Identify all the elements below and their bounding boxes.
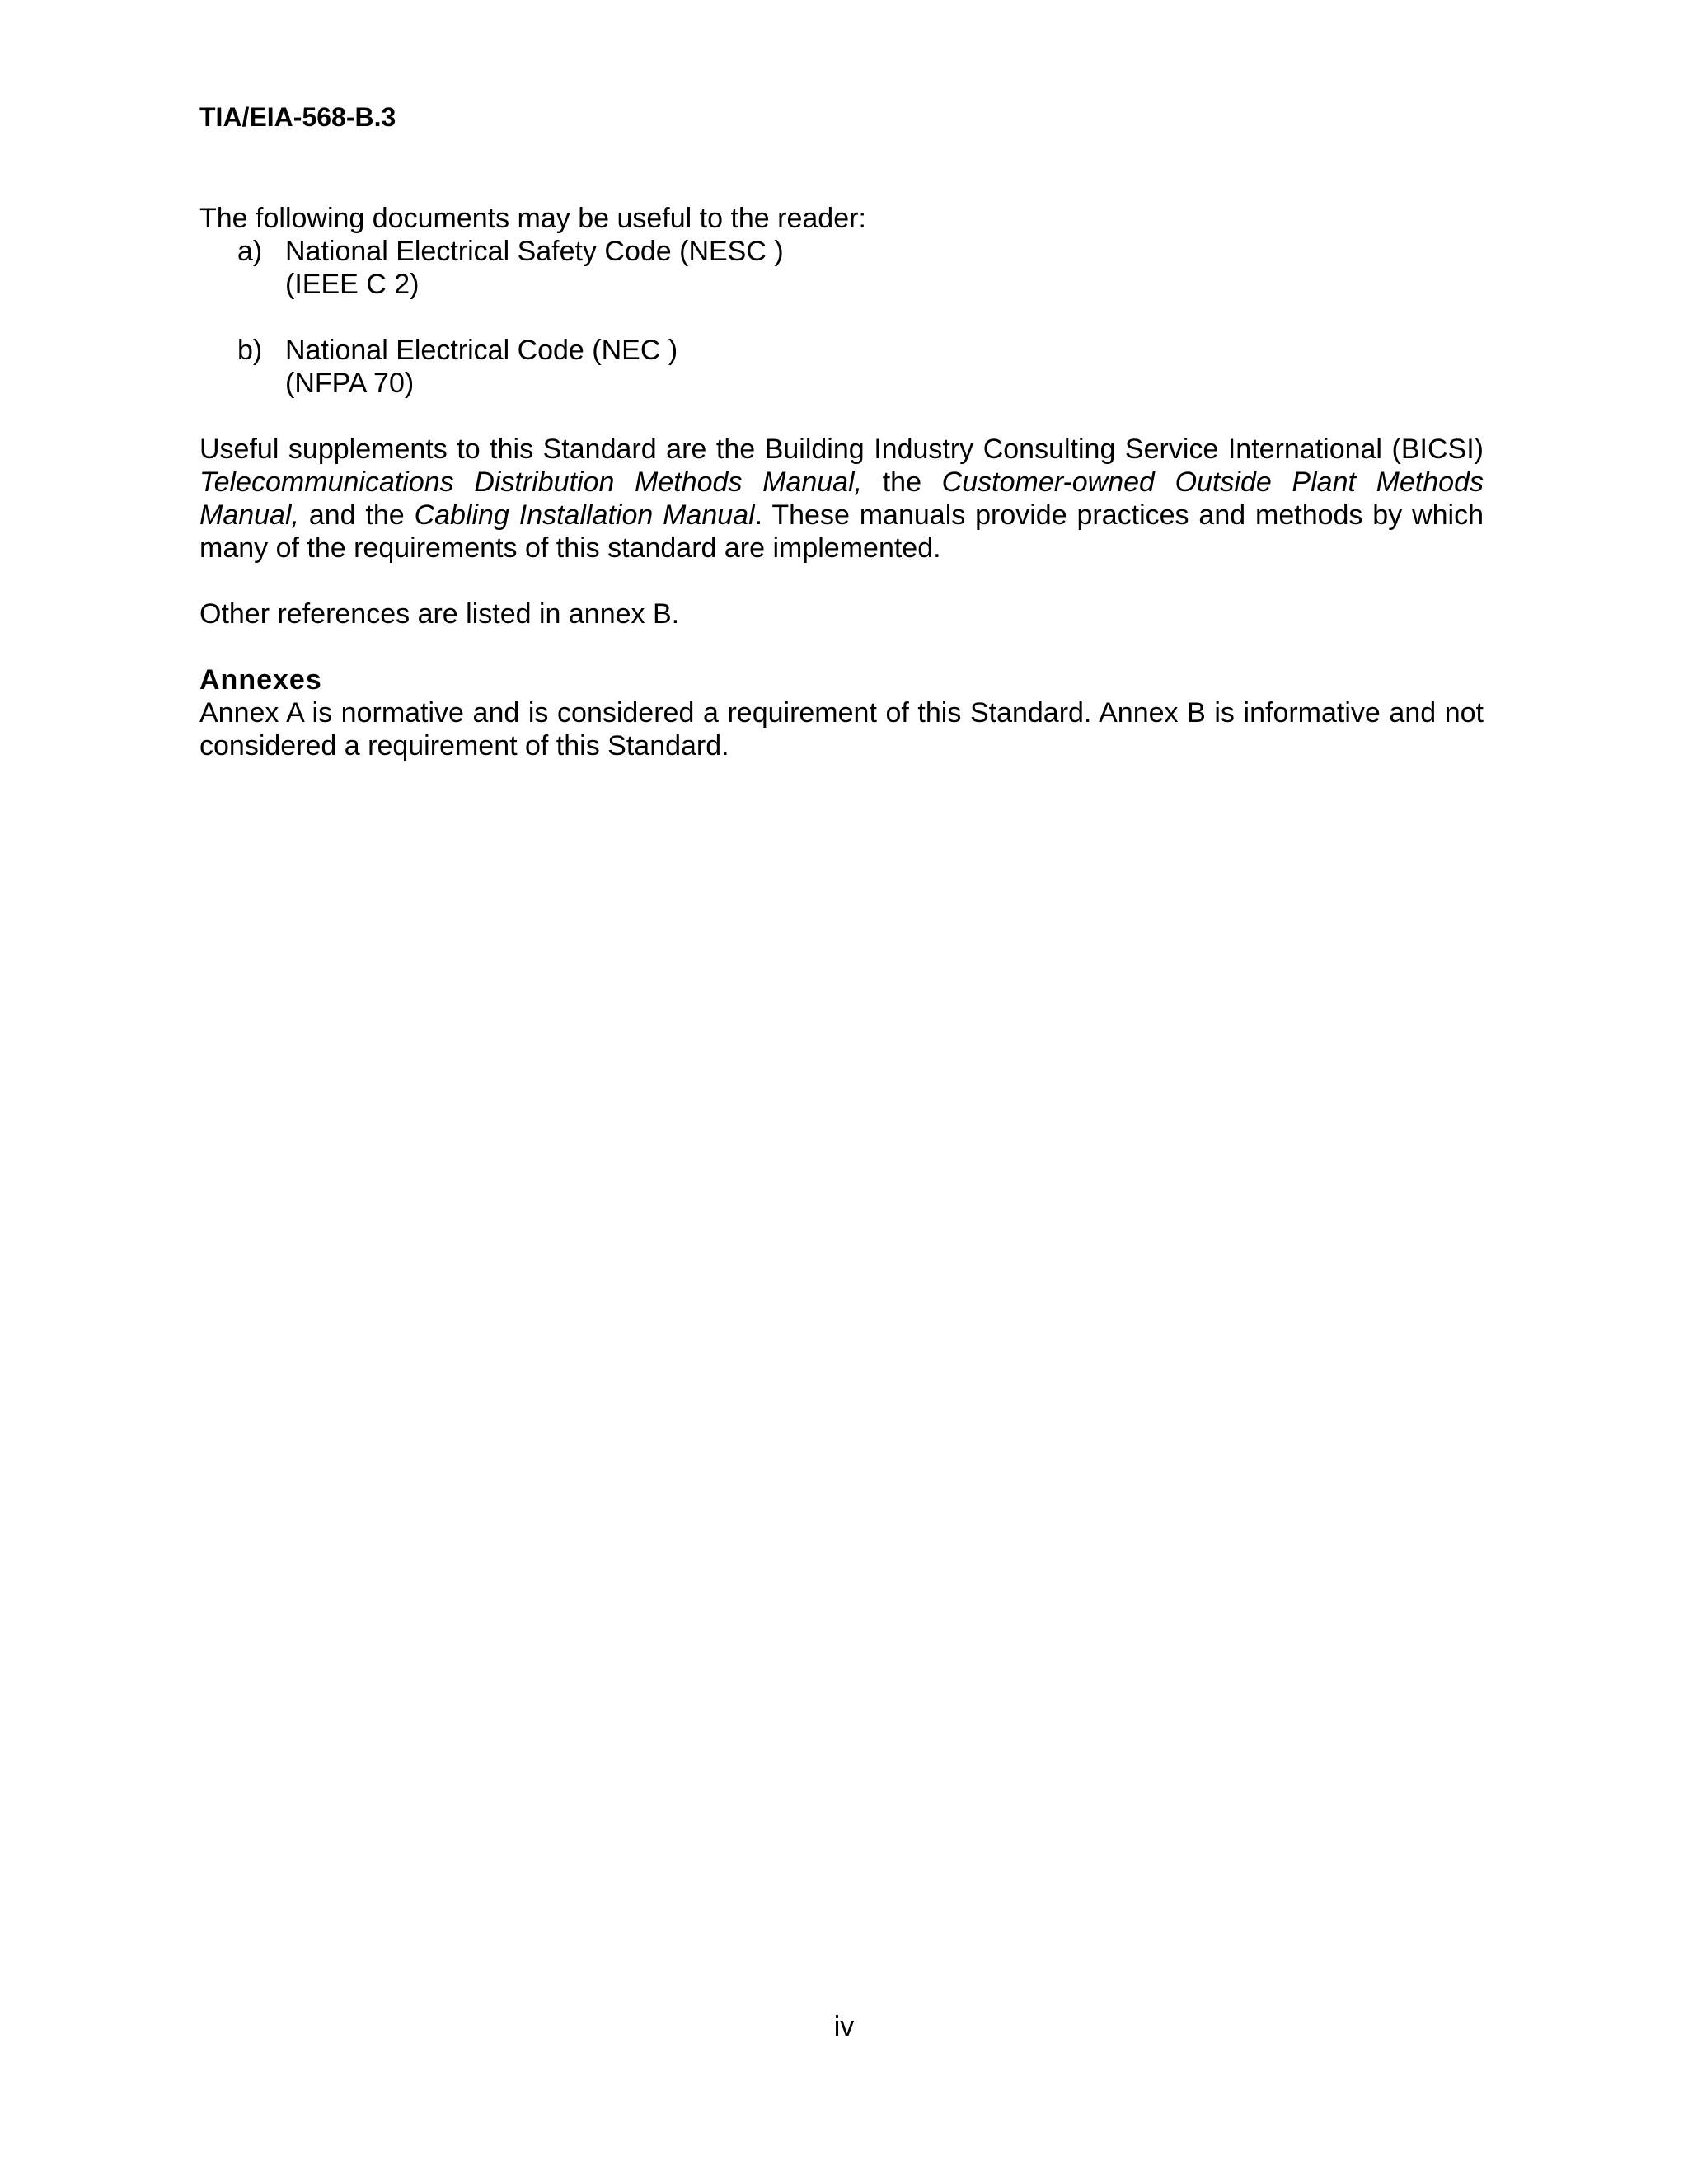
list-marker: b)	[237, 335, 263, 366]
annexes-text: Annex A is normative and is considered a requirement of this Standard. Annex B is informative and not considered a requirement of this Standard.	[199, 697, 1484, 762]
document-reference: (IEEE C 2)	[285, 269, 420, 300]
page-body	[199, 202, 1484, 762]
document-reference: (NFPA 70)	[285, 368, 415, 399]
manual-title: Customer-owned Outside Plant Methods Manual,	[199, 466, 1484, 531]
page-number: iv	[833, 2011, 855, 2042]
annexes-heading: Annexes	[199, 664, 322, 696]
document-list-item-a	[199, 235, 1484, 301]
list-marker: a)	[237, 236, 263, 267]
manual-title: Telecommunications Distribution Methods Manual,	[199, 466, 863, 498]
document-id-header: TIA/EIA-568-B.3	[199, 102, 396, 132]
supplements-text: and the	[298, 499, 415, 531]
supplements-text: the	[862, 466, 942, 498]
document-title: National Electrical Safety Code (NESC )	[285, 236, 784, 267]
document-title: National Electrical Code (NEC )	[285, 335, 678, 366]
intro-text: The following documents may be useful to the reader:	[199, 203, 866, 234]
supplements-text: . These manuals provide practices and methods by which many of the requirements of this standard are implemented.	[199, 499, 1484, 564]
other-references-text: Other references are listed in annex B.	[199, 598, 680, 630]
supplements-text: Useful supplements to this Standard are the Building Industry Consulting Service International (BICSI)	[199, 434, 1484, 465]
supplements-paragraph	[199, 433, 1484, 565]
list-item-body	[275, 235, 784, 301]
document-list-item-b	[199, 334, 1484, 400]
list-item-body	[275, 334, 678, 400]
manual-title: Cabling Installation Manual	[414, 499, 755, 531]
